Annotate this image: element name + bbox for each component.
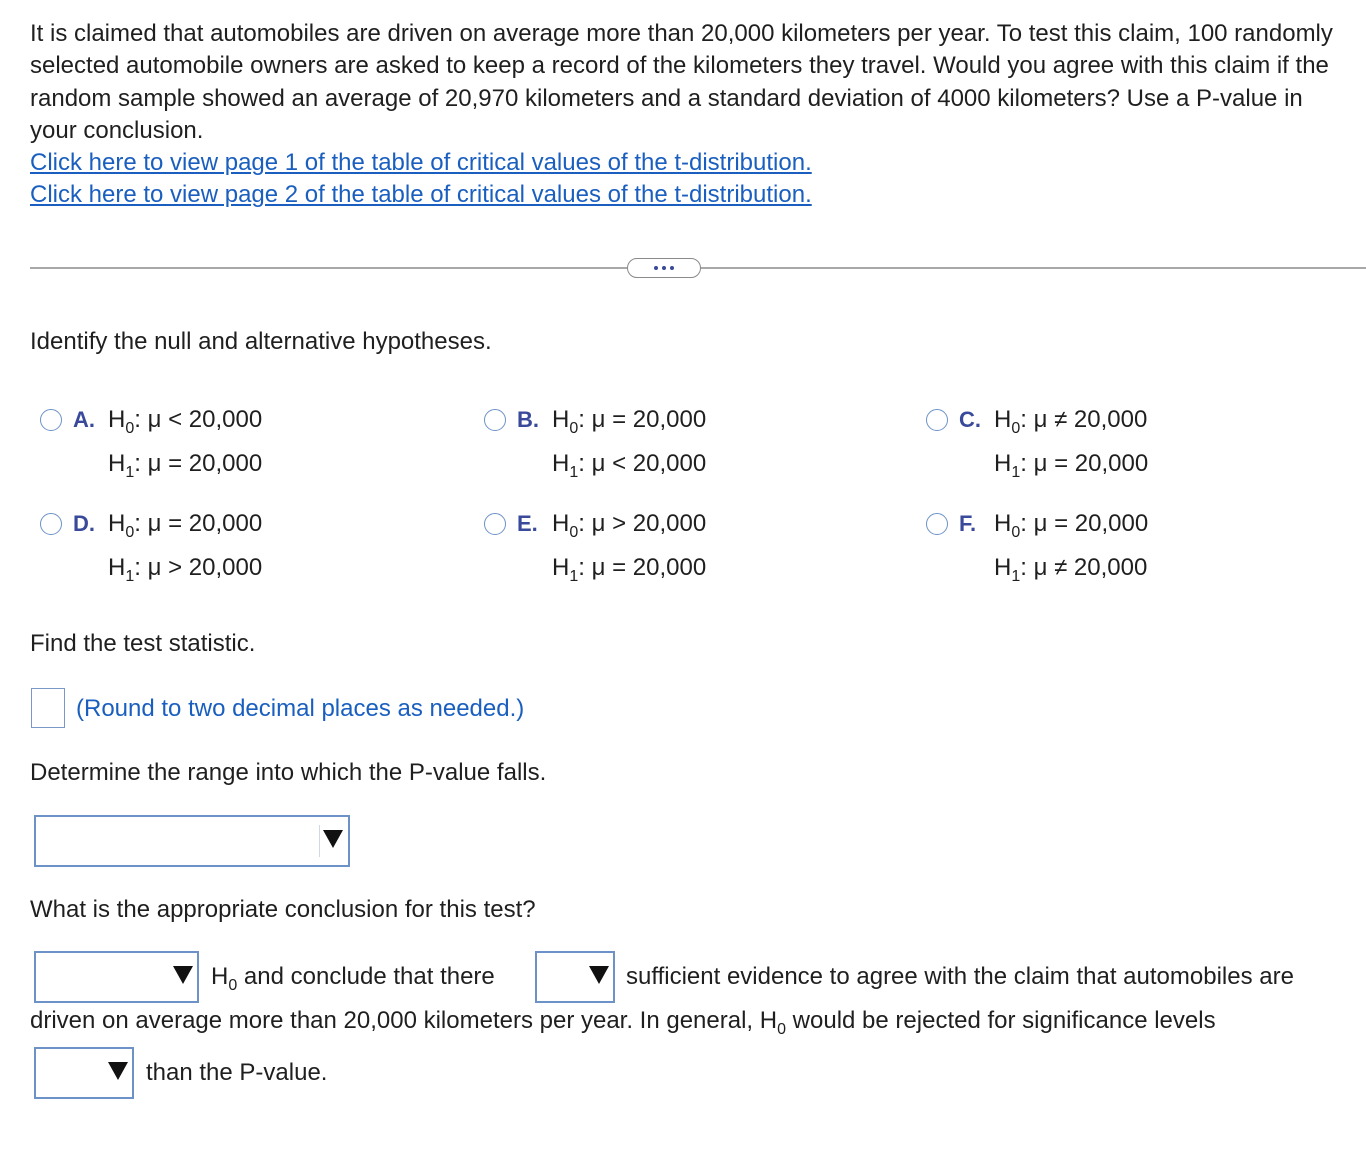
more-options-button[interactable] xyxy=(627,258,701,278)
radio-button-f[interactable] xyxy=(926,513,948,535)
alternative-hypothesis: $H_1$: μ = 20,000 xyxy=(552,554,707,585)
triangle-down-icon xyxy=(108,1062,128,1080)
hypothesis-pair xyxy=(108,509,262,583)
rounding-hint: (Round to two decimal places as needed.) xyxy=(76,695,525,722)
radio-button-c[interactable] xyxy=(926,409,948,431)
choice-a[interactable] xyxy=(40,405,262,479)
alternative-hypothesis: $H_1$: μ > 20,000 xyxy=(108,554,263,585)
choice-letter: F. xyxy=(959,511,977,536)
choice-letter: D. xyxy=(73,511,95,536)
choice-d[interactable] xyxy=(40,509,262,583)
choice-c[interactable] xyxy=(926,405,1148,479)
triangle-down-icon xyxy=(173,966,193,984)
null-hypothesis: $H_0$: μ > 20,000 xyxy=(552,510,707,541)
evidence-dropdown[interactable] xyxy=(535,951,615,1003)
hypotheses-prompt: Identify the null and alternative hypotheses. xyxy=(30,328,492,355)
hypothesis-pair xyxy=(108,405,262,479)
hypothesis-pair xyxy=(552,509,706,583)
radio-button-d[interactable] xyxy=(40,513,62,535)
null-hypothesis: $H_0$: μ = 20,000 xyxy=(994,510,1149,541)
alternative-hypothesis: $H_1$: μ = 20,000 xyxy=(108,450,263,481)
choice-letter: C. xyxy=(959,407,981,432)
null-hypothesis: $H_0$: μ ≠ 20,000 xyxy=(994,406,1148,437)
dot-icon xyxy=(654,266,658,270)
reject-decision-dropdown[interactable] xyxy=(34,951,199,1003)
alternative-hypothesis: $H_1$: μ < 20,000 xyxy=(552,450,707,481)
significance-comparison-dropdown[interactable] xyxy=(34,1047,134,1099)
null-hypothesis: $H_0$: μ = 20,000 xyxy=(108,510,263,541)
triangle-down-icon xyxy=(589,966,609,984)
dot-icon xyxy=(662,266,666,270)
choice-f[interactable] xyxy=(926,509,1148,583)
hypothesis-pair xyxy=(552,405,706,479)
dropdown-arrow-box xyxy=(319,825,346,857)
alternative-hypothesis: $H_1$: μ = 20,000 xyxy=(994,450,1149,481)
alternative-hypothesis: $H_1$: μ ≠ 20,000 xyxy=(994,554,1148,585)
choice-letter: A. xyxy=(73,407,95,432)
choice-letter: B. xyxy=(517,407,539,432)
hypothesis-pair xyxy=(994,405,1148,479)
test-statistic-prompt: Find the test statistic. xyxy=(30,630,256,657)
test-statistic-input[interactable] xyxy=(31,688,65,728)
dot-icon xyxy=(670,266,674,270)
radio-button-e[interactable] xyxy=(484,513,506,535)
conclusion-text-3: driven on average more than 20,000 kilometers per year. In general, $H_0$ would be rejected for significance levels xyxy=(30,1007,1216,1038)
choice-letter: E. xyxy=(517,511,538,536)
choice-b[interactable] xyxy=(484,405,706,479)
conclusion-text-4: than the P-value. xyxy=(146,1059,328,1086)
problem-statement: It is claimed that automobiles are driven on average more than 20,000 kilometers per year. To test this claim, 100 randomly selected automobile owners are asked to keep a record of the kilometers they travel. Would you agree with this claim if the random sample showed an average of 20,970 kilometers and a standard deviation of 4000 kilometers? Use a P-value in your conclusion. xyxy=(30,20,1333,145)
p-value-range-dropdown[interactable] xyxy=(34,815,350,867)
null-hypothesis: $H_0$: μ = 20,000 xyxy=(552,406,707,437)
radio-button-b[interactable] xyxy=(484,409,506,431)
triangle-down-icon xyxy=(323,830,343,848)
t-table-page1-link[interactable]: Click here to view page 1 of the table of critical values of the t-distribution. xyxy=(30,149,812,176)
conclusion-text-1: $H_0$ and conclude that there xyxy=(211,963,495,994)
t-table-page2-link[interactable]: Click here to view page 2 of the table of critical values of the t-distribution. xyxy=(30,181,812,208)
choice-e[interactable] xyxy=(484,509,706,583)
p-value-prompt: Determine the range into which the P-value falls. xyxy=(30,759,547,786)
null-hypothesis: $H_0$: μ < 20,000 xyxy=(108,406,263,437)
conclusion-prompt: What is the appropriate conclusion for this test? xyxy=(30,896,536,923)
conclusion-text-2: sufficient evidence to agree with the claim that automobiles are xyxy=(626,963,1294,990)
radio-button-a[interactable] xyxy=(40,409,62,431)
hypothesis-pair xyxy=(994,509,1148,583)
